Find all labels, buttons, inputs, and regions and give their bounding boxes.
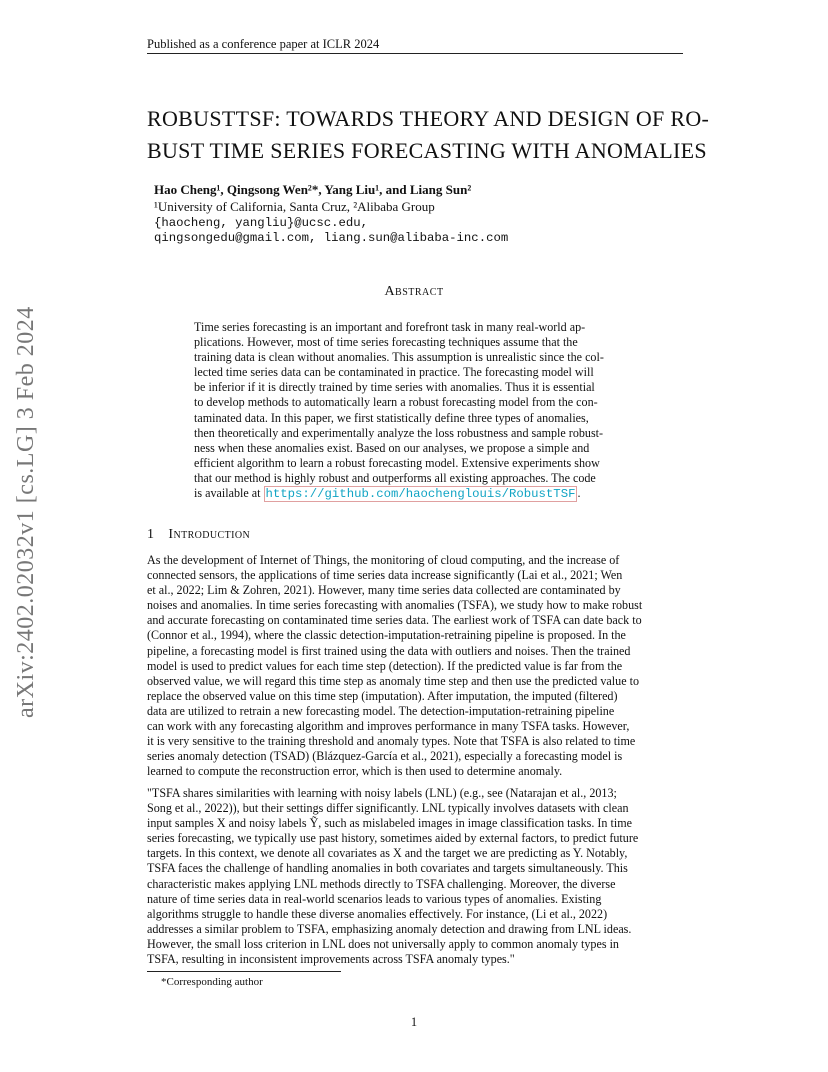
paragraph-line: pipeline, a forecasting model is first trained using the data with outliers and noises. Then the trained [147, 643, 631, 658]
paragraph-line: input samples X and noisy labels Ỹ, such as mislabeled images in image classification tasks. In time [147, 816, 632, 831]
abstract-line: training data is clean without anomalies. This assumption is unrealistic since the col- [194, 350, 604, 365]
abstract-last-suffix: . [577, 486, 581, 501]
arxiv-stamp-text: arXiv:2402.02032v1 [cs.LG] 3 Feb 2024 [13, 306, 39, 718]
paragraph-line: and accurate forecasting on contaminated time series data. The earliest work of TSFA can date back to [147, 613, 642, 628]
abstract-line: that our method is highly robust and outperforms all existing approaches. The code [194, 470, 596, 485]
abstract-last-prefix: is available at [194, 486, 264, 501]
paragraph-line: et al., 2022; Lim & Zohren, 2021). However, many time series data collected are contaminated by [147, 583, 621, 598]
section-heading [147, 527, 250, 543]
title-line-1: ROBUSTTSF: TOWARDS THEORY AND DESIGN OF RO- [147, 106, 710, 131]
email-line-2: qingsongedu@gmail.com, liang.sun@alibaba-inc.com [154, 231, 509, 245]
paragraph-line: connected sensors, the applications of time series data increase significantly (Lai et al., 2021; Wen [147, 568, 623, 583]
page-number: 1 [410, 1015, 418, 1029]
paragraph-line: data are utilized to retrain a new forecasting model. The detection-imputation-retraining pipeline [147, 703, 615, 718]
footnote-rule [147, 971, 341, 972]
paragraph-line: learned to compute the reconstruction error, which is then used to determine anomaly. [147, 764, 563, 779]
title-line-2: BUST TIME SERIES FORECASTING WITH ANOMALIES [147, 138, 707, 163]
abstract-line: Time series forecasting is an important and forefront task in many real-world ap- [194, 320, 586, 334]
abstract-line: ness when these anomalies exist. Based on our analyses, we propose a simple and [194, 440, 590, 455]
paragraph-line: noises and anomalies. In time series forecasting with anomalies (TSFA), we study how to make robust [147, 598, 643, 613]
paragraph-line: model is used to predict values for each time step (detection). If the predicted value is far from the [147, 658, 623, 673]
header-rule [147, 53, 683, 54]
running-header: Published as a conference paper at ICLR 2024 [147, 37, 380, 51]
abstract-body [194, 320, 634, 502]
paragraph-line: addresses a similar problem to TSFA, emphasizing anomaly detection and drawing from LNL ideas. [147, 921, 632, 936]
author-list: Hao Cheng¹, Qingsong Wen²*, Yang Liu¹, and Liang Sun² [154, 182, 472, 197]
code-link[interactable]: https://github.com/haochenglouis/RobustTSF [265, 487, 576, 502]
paragraph-line: targets. In this context, we denote all covariates as X and the target we are predicting as Y. Notably, [147, 846, 628, 861]
paragraph-line: TSFA faces the challenge of handling anomalies in both covariates and targets simultaneously. This [147, 861, 628, 876]
paragraph-line: However, the small loss criterion in LNL does not universally apply to common anomaly types in [147, 936, 619, 951]
paragraph-line: it is very sensitive to the training threshold and anomaly types. Note that TSFA is also related to time [147, 734, 636, 749]
paragraph-line: (Connor et al., 1994), where the classic detection-imputation-retraining pipeline is proposed. In the [147, 628, 626, 643]
section-title: Introduction [168, 527, 251, 542]
abstract-line: taminated data. In this paper, we first statistically define three types of anomalies, [194, 410, 589, 425]
paragraph-line: series forecasting, we typically use past history, sometimes aided by external factors, to predict future [147, 831, 639, 846]
abstract-line: plications. However, most of time series forecasting techniques assume that the [194, 335, 578, 350]
paragraph-line: replace the observed value on this time step (imputation). After imputation, the imputed (filtered) [147, 688, 618, 703]
abstract-line: efficient algorithm to learn a robust forecasting model. Extensive experiments show [194, 455, 600, 470]
paragraph-line: algorithms struggle to handle these diverse anomalies effectively. For instance, (Li et al., 2022) [147, 906, 608, 921]
paragraph-line: TSFA, resulting in inconsistent improvements across TSFA anomaly types." [147, 952, 515, 967]
paragraph-line: Song et al., 2022)), but their settings differ significantly. LNL typically involves datasets with clean [147, 801, 629, 816]
affiliations: ¹University of California, Santa Cruz, ²Alibaba Group [154, 199, 435, 214]
abstract-line: lected time series data can be contaminated in practice. The forecasting model will [194, 365, 594, 380]
intro-paragraph-1 [147, 553, 683, 779]
footnote: *Corresponding author [161, 976, 263, 988]
abstract-line: to develop methods to automatically learn a robust forecasting model from the con- [194, 395, 598, 410]
section-number: 1 [147, 527, 155, 542]
paragraph-line: "TSFA shares similarities with learning with noisy labels (LNL) (e.g., see (Natarajan et al., 2013; [147, 786, 617, 800]
paragraph-line: nature of time series data in real-world scenarios leads to various types of anomalies. Existing [147, 891, 602, 906]
intro-paragraph-2 [147, 786, 683, 967]
paragraph-line: As the development of Internet of Things, the monitoring of cloud computing, and the increase of [147, 553, 620, 567]
email-line-1: {haocheng, yangliu}@ucsc.edu, [154, 216, 369, 230]
abstract-last-line [194, 486, 634, 502]
paragraph-line: series anomaly detection (TSAD) (Blázquez-García et al., 2021), especially a forecasting model is [147, 749, 623, 764]
paper-title [147, 103, 710, 167]
abstract-line: then theoretically and experimentally analyze the loss robustness and sample robust- [194, 425, 604, 440]
paragraph-line: characteristic makes applying LNL methods directly to TSFA challenging. Moreover, the diverse [147, 876, 616, 891]
paragraph-line: observed value, we will regard this time step as anomaly time step and then use the predicted value to [147, 673, 639, 688]
paragraph-line: can work with any forecasting algorithm and improves performance in many TSFA tasks. However, [147, 719, 630, 734]
abstract-heading: Abstract [384, 284, 444, 299]
abstract-line: be inferior if it is directly trained by time series with anomalies. Thus it is essential [194, 380, 595, 395]
arxiv-stamp [5, 298, 45, 718]
